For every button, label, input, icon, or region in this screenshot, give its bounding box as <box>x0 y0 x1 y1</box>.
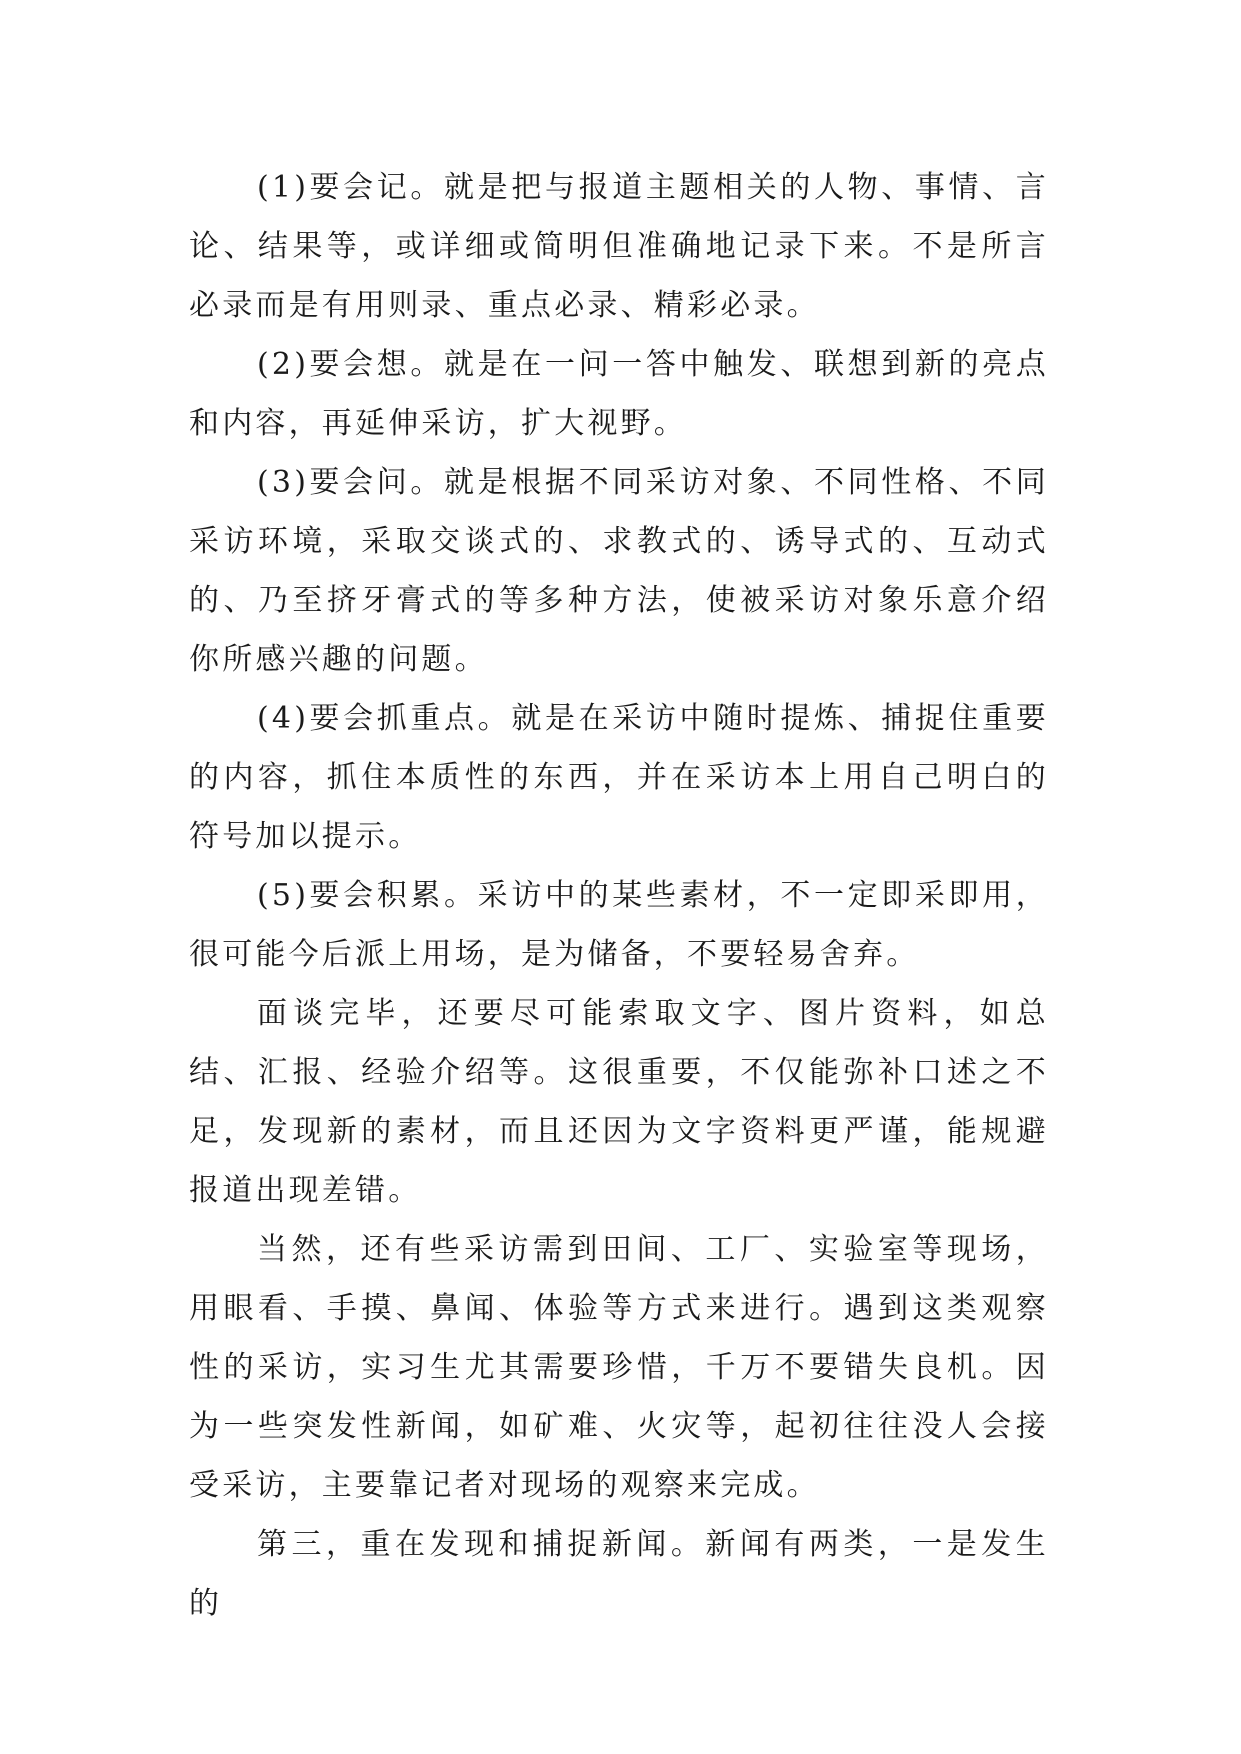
paragraph-accumulate: (5)要会积累。采访中的某些素材，不一定即采即用，很可能今后派上用场，是为储备，不要轻易舍弃。 <box>189 878 1049 972</box>
paragraph-think: (2)要会想。就是在一问一答中触发、联想到新的亮点和内容，再延伸采访，扩大视野。 <box>189 347 1049 441</box>
paragraph-onsite: 当然，还有些采访需到田间、工厂、实验室等现场，用眼看、手摸、鼻闻、体验等方式来进行。遇到这类观察性的采访，实习生尤其需要珍惜，千万不要错失良机。因为一些突发性新闻，如矿难、火灾等，起初往往没人会接受采访，主要靠记者对现场的观察来完成。 <box>189 1232 1049 1503</box>
paragraph-third: 第三，重在发现和捕捉新闻。新闻有两类，一是发生的 <box>189 1527 1049 1621</box>
paragraph-remember: (1)要会记。就是把与报道主题相关的人物、事情、言论、结果等，或详细或简明但准确地记录下来。不是所言必录而是有用则录、重点必录、精彩必录。 <box>189 170 1049 323</box>
paragraph-focus: (4)要会抓重点。就是在采访中随时提炼、捕捉住重要的内容，抓住本质性的东西，并在采访本上用自己明白的符号加以提示。 <box>189 701 1049 854</box>
paragraph-ask: (3)要会问。就是根据不同采访对象、不同性格、不同采访环境，采取交谈式的、求教式的、诱导式的、互动式的、乃至挤牙膏式的等多种方法，使被采访对象乐意介绍你所感兴趣的问题。 <box>189 465 1049 677</box>
paragraph-materials: 面谈完毕，还要尽可能索取文字、图片资料，如总结、汇报、经验介绍等。这很重要，不仅能弥补口述之不足，发现新的素材，而且还因为文字资料更严谨，能规避报道出现差错。 <box>189 996 1049 1208</box>
document-body <box>189 158 1049 1633</box>
